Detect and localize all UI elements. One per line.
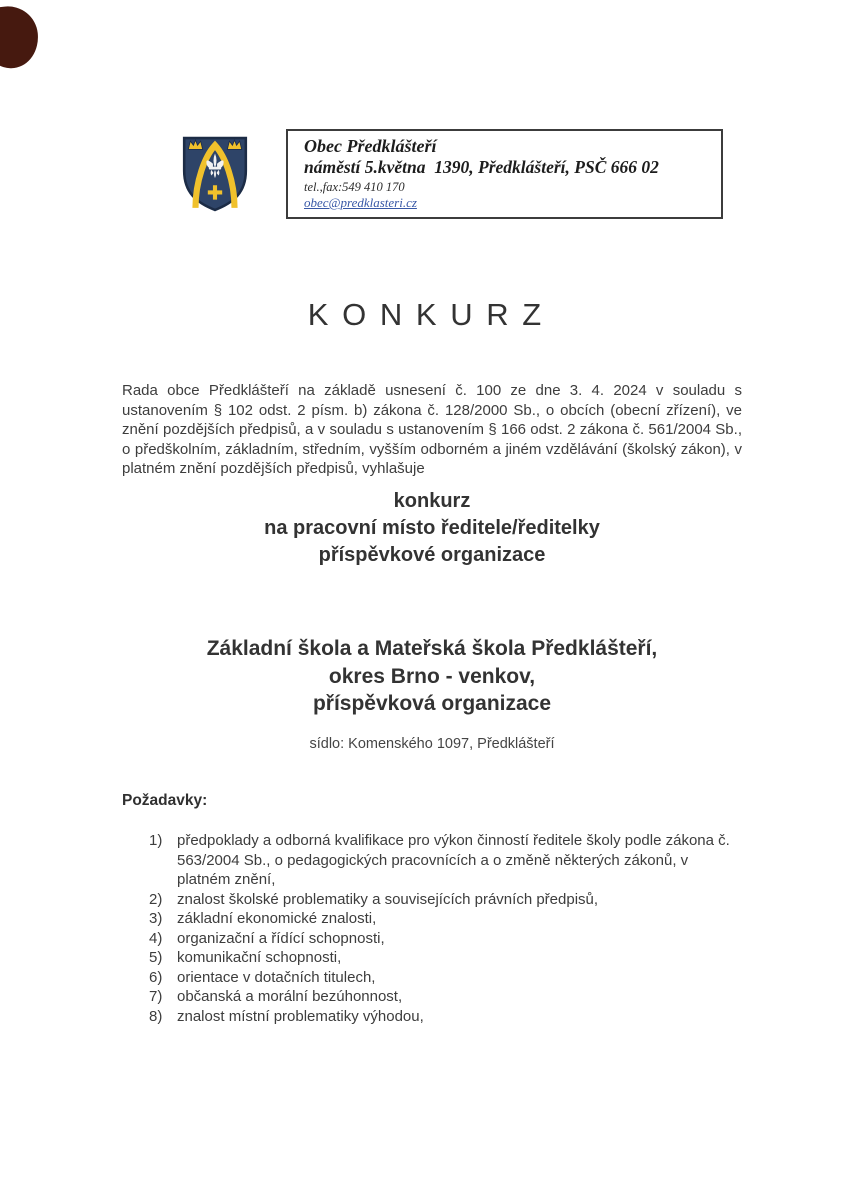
scan-artifact-corner [0,3,41,70]
requirement-item [149,1007,741,1027]
letterhead-box [286,129,723,219]
crown-right [227,140,241,149]
subject-line-1: konkurz [393,490,471,512]
requirement-text: komunikační schopnosti, [177,949,342,966]
crown-left [188,140,202,149]
requirement-text: občanská a morální bezúhonnost, [177,988,403,1005]
requirement-number: 5) [149,949,163,966]
municipality-name: Obec Předklášteří [304,136,437,156]
requirements-list [149,831,741,1026]
requirement-item [149,968,741,988]
intro-paragraph: Rada obce Předklášteří na základě usnesení č. 100 ze dne 3. 4. 2024 v souladu s ustanovením § 102 odst. 2 písm. b) zákona č. 128/2000 Sb., o obcích (obecní zřízení), ve znění pozdějších předpisů, a v souladu s ustanovením § 166 odst. 2 zákona č. 561/2004 Sb., o předškolním, základním, středním, vyšším odborném a jiném vzdělávání (školský zákon), v platném znění pozdějších předpisů, vyhlašuje [122,382,742,477]
requirement-text: předpoklady a odborná kvalifikace pro výkon činností ředitele školy podle zákona č. 563/2004 Sb., o pedagogických pracovnících a o změně některých zákonů, v platném znění, [177,832,730,888]
requirement-text: znalost místní problematiky výhodou, [177,1007,424,1025]
requirement-number: 3) [149,910,163,927]
organization-block [102,635,762,718]
requirement-item [149,929,741,949]
requirement-item [149,890,741,910]
requirement-number: 6) [149,968,163,986]
subject-block [122,488,742,569]
requirement-text: orientace v dotačních titulech, [177,968,376,986]
requirement-text: organizační a řídící schopnosti, [177,929,385,947]
requirement-item [149,909,741,929]
email-link[interactable]: obec@predklasteri.cz [304,195,417,210]
requirement-number: 8) [149,1007,163,1025]
email-line [304,195,707,211]
organization-line-1: Základní škola a Mateřská škola Předklášteří, [206,637,658,660]
requirement-number: 2) [149,890,163,908]
requirement-number: 4) [149,929,163,947]
requirement-number: 1) [149,832,163,849]
requirement-item [149,831,741,890]
requirement-item [149,987,741,1007]
requirement-text: základní ekonomické znalosti, [177,910,377,927]
subject-line-3: příspěvkové organizace [318,544,546,566]
requirement-text: znalost školské problematiky a souvisejících právních předpisů, [177,890,599,908]
requirement-number: 7) [149,988,163,1005]
organization-seat: sídlo: Komenského 1097, Předklášteří [309,736,555,752]
document-title: KONKURZ [307,297,555,332]
municipality-address: náměstí 5.května 1390, Předklášteří, PSČ 666 02 [304,157,659,177]
requirement-item [149,948,741,968]
organization-line-2: okres Brno - venkov, [328,664,536,688]
coat-of-arms [182,136,248,212]
subject-line-2: na pracovní místo ředitele/ředitelky [264,517,600,539]
organization-line-3: příspěvková organizace [312,692,552,715]
tel-fax-line: tel.,fax:549 410 170 [304,180,405,194]
requirements-heading: Požadavky: [122,792,208,809]
